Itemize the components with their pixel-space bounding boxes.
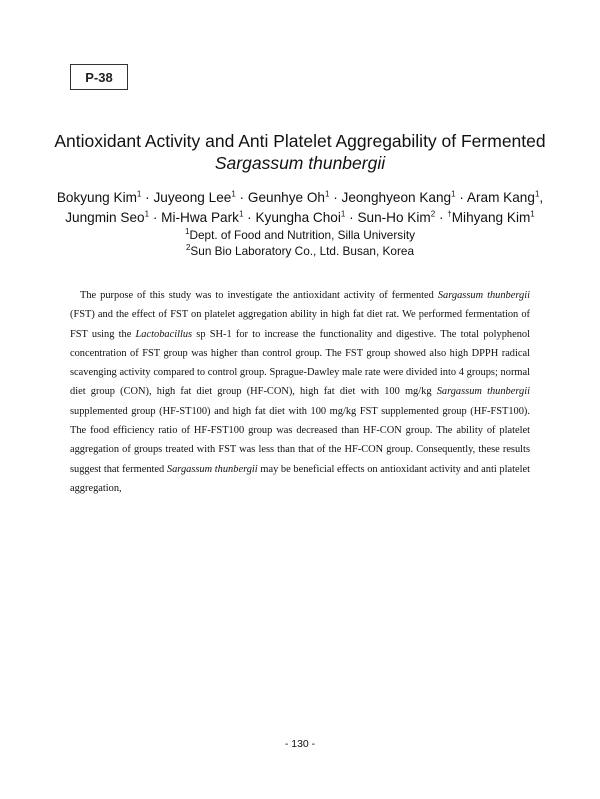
affiliation-mark: 2 <box>185 243 191 253</box>
author-affiliation-mark: 1 <box>144 209 150 219</box>
affiliation-2 <box>40 243 560 259</box>
author-name: Jeonghyeon Kang <box>341 190 452 205</box>
author-affiliation-mark: 1 <box>231 189 236 199</box>
abstract-text: (FST) and the effect of FST on platelet aggregation ability in high fat diet rat. We performed fermentation of FST using the <box>70 309 530 340</box>
paper-title <box>40 130 560 174</box>
author-affiliation-mark: 1 <box>324 189 330 199</box>
author-line-2 <box>40 208 560 228</box>
author-affiliation-mark: 1 <box>534 189 540 199</box>
abstract-paragraph <box>70 286 530 498</box>
author-separator: · <box>455 190 467 205</box>
author-name: Kyungha Choi <box>255 210 341 225</box>
title-line-2: Sargassum thunbergii <box>214 153 386 173</box>
corresponding-author-mark: † <box>447 209 452 219</box>
author-separator: · <box>345 210 358 225</box>
author-separator: · <box>329 190 342 205</box>
author-separator: · <box>435 210 448 225</box>
author-name: Sun-Ho Kim <box>357 210 431 225</box>
species-name: Sargassum thunbergii <box>166 463 258 475</box>
author-affiliation-mark: 1 <box>340 209 346 219</box>
author-list <box>40 188 560 228</box>
affiliation-mark: 1 <box>184 227 190 237</box>
author-name: Geunhye Oh <box>247 190 325 205</box>
affiliation-1 <box>40 227 560 243</box>
author-separator: · <box>235 190 248 205</box>
poster-number-badge: P-38 <box>70 64 128 90</box>
author-affiliation-mark: 2 <box>430 209 436 219</box>
page-number: - 130 - <box>284 738 316 750</box>
author-name: Juyeong Lee <box>153 190 232 205</box>
author-affiliation-mark: 1 <box>238 209 244 219</box>
author-separator: · <box>141 190 154 205</box>
affiliations <box>40 227 560 259</box>
abstract <box>70 286 530 498</box>
abstract-text: may be beneficial effects on antioxidant activity and anti platelet aggregation, <box>70 463 531 494</box>
author-affiliation-mark: 1 <box>136 189 142 199</box>
author-name: Mi-Hwa Park <box>161 210 239 225</box>
author-name: Jungmin Seo <box>65 210 145 225</box>
affiliation-text: Sun Bio Laboratory Co., Ltd. Busan, Korea <box>190 244 415 258</box>
author-affiliation-mark: 1 <box>530 209 535 219</box>
species-name: Sargassum thunbergii <box>436 386 530 398</box>
author-name: Aram Kang <box>466 190 535 205</box>
author-affiliation-mark: 1 <box>451 189 456 199</box>
abstract-text: The purpose of this study was to investigate the antioxidant activity of fermented <box>80 290 438 301</box>
genus-name: Lactobacillus <box>135 328 193 340</box>
author-name: Mihyang Kim <box>451 210 531 225</box>
abstract-text: supplemented group (HF-ST100) and high fat diet with 100 mg/kg FST supplemented group (HF-FST100). The food efficiency ratio of HF-FST100 group was decreased than HF-CON group. The ability of platelet aggregation of groups treated with FST was less than that of the HF-CON group. Consequently, these results suggest that fermented <box>70 405 530 475</box>
author-name: Bokyung Kim <box>56 190 137 205</box>
author-separator: · <box>149 210 162 225</box>
author-line-1: Bokyung Kim$^1$ · Juyeong Lee$^1$ · Geunhye $Oh^1$ · Jeonghyeon Kang$^1$ · Aram Kang$^1$, <box>56 189 544 205</box>
affiliation-text: Dept. of Food and Nutrition, Silla University <box>189 228 415 242</box>
abstract-text: sp SH-1 for to increase the functionality and digestive. The total polyphenol concentration of FST group was higher than control group. The FST group showed also high DPPH radical scavenging activity compared to control group. Sprague-Dawley male rate were divided into 4 groups; normal diet group (CON), high fat diet group (HF-CON), high fat diet with 100 mg/kg <box>70 328 530 398</box>
author-separator: · <box>243 210 256 225</box>
title-line-1: Antioxidant Activity and Anti Platelet Aggregability of Fermented <box>54 131 546 151</box>
species-name: Sargassum thunbergii <box>437 290 530 301</box>
